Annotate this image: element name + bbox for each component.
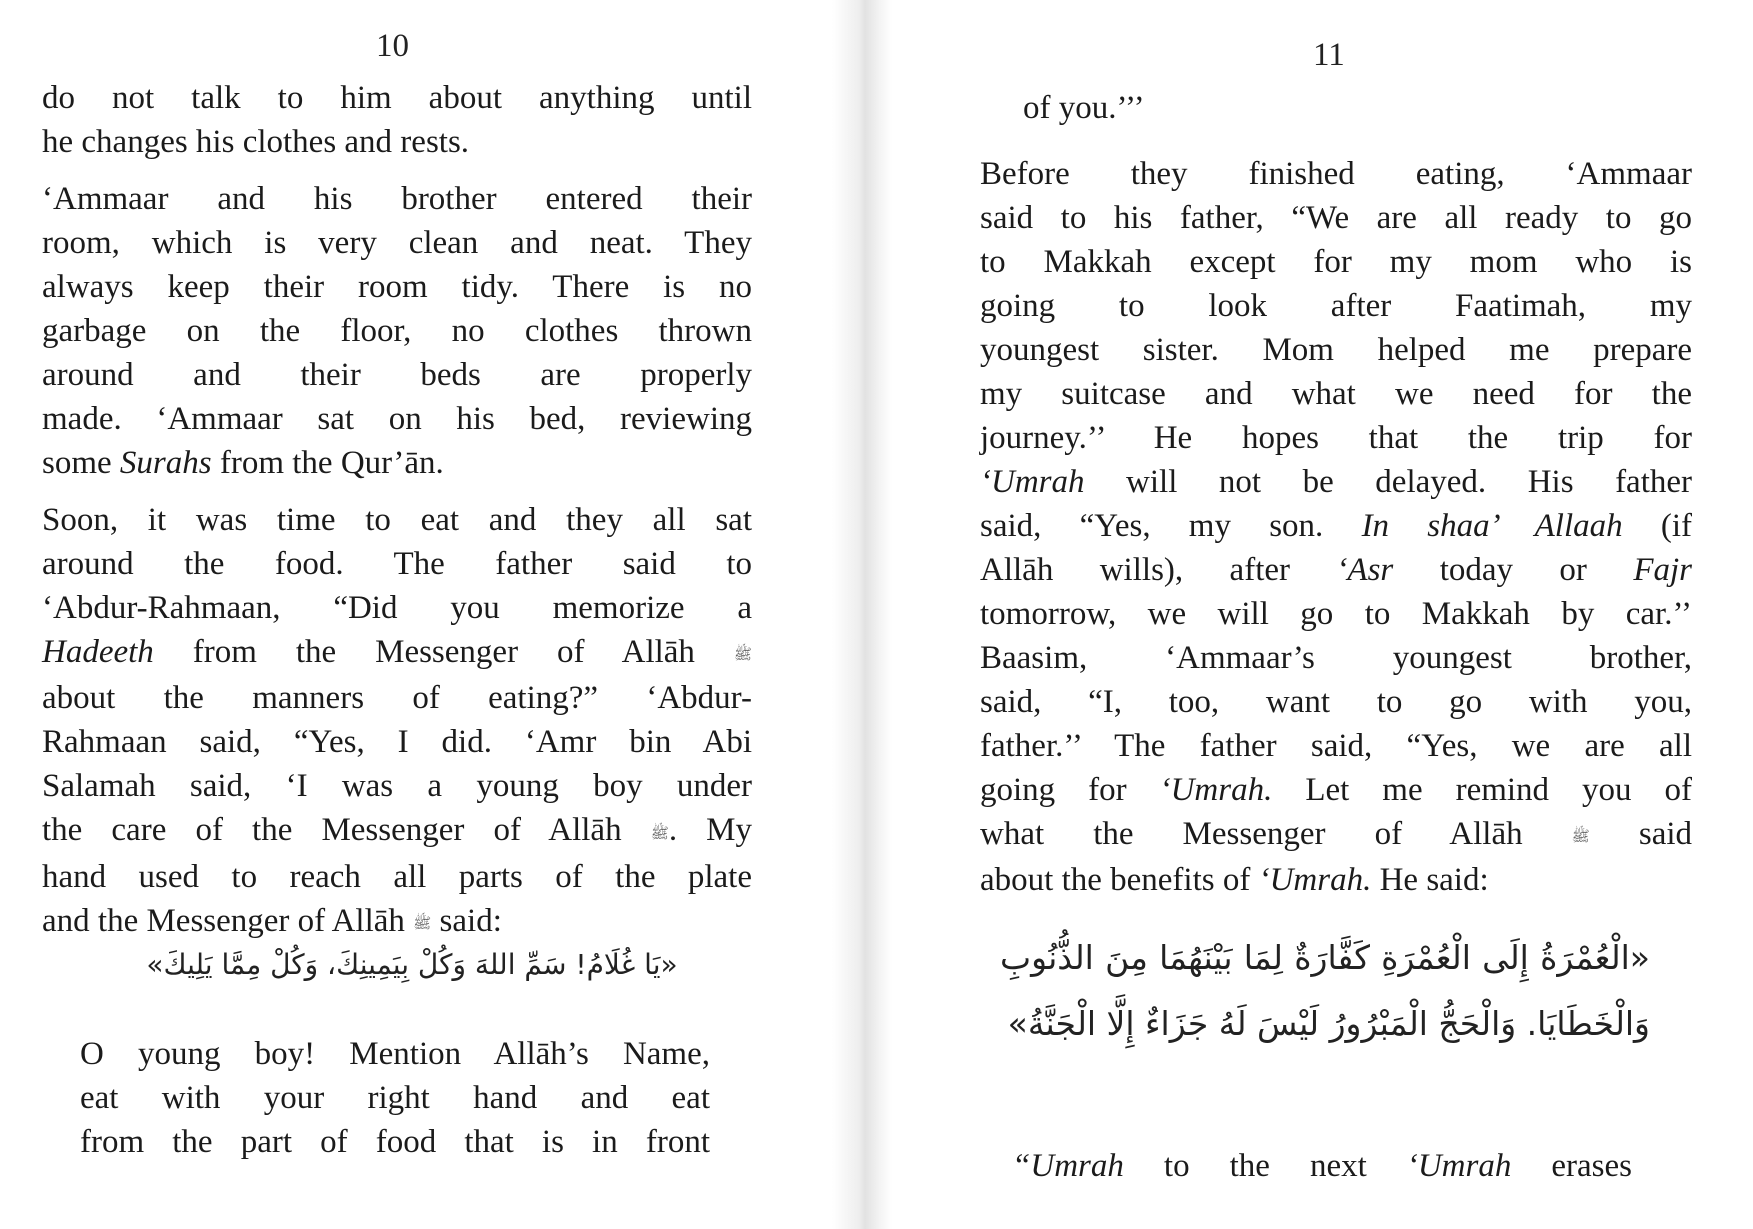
text-span: from the Messenger of Allāh <box>192 634 695 670</box>
text-line: youngest sister. Mom helped me prepare <box>980 332 1692 368</box>
italic-term: In shaa’ Allaah <box>1361 508 1623 544</box>
text-line: my suitcase and what we need for the <box>980 376 1692 412</box>
text-line: from the part of food that is in front <box>80 1124 710 1160</box>
text-line: ‘Ammaar and his brother entered their <box>42 181 752 217</box>
text-line <box>42 441 752 485</box>
text-line <box>980 812 1692 858</box>
text-span: Allāh wills), after <box>980 552 1291 588</box>
text-span: today or <box>1439 552 1587 588</box>
text-line: about the manners of eating?” ‘Abdur- <box>42 680 752 717</box>
salutation-glyph: ﷺ <box>1571 827 1590 846</box>
right-page-continuation <box>1023 86 1643 130</box>
left-page <box>0 0 820 1229</box>
italic-term: ‘Umrah. <box>1258 862 1372 899</box>
text-span: (if <box>1660 508 1693 544</box>
text-line: always keep their room tidy. There is no <box>42 269 752 305</box>
italic-term: Fajr <box>1633 552 1693 588</box>
text-line: room, which is very clean and neat. They <box>42 225 752 261</box>
text-line <box>42 630 752 676</box>
text-line <box>1012 1144 1632 1188</box>
text-line: father.’’ The father said, “Yes, we are all <box>980 728 1692 764</box>
text-span: going for <box>980 772 1127 808</box>
text-line: to Makkah except for my mom who is <box>980 244 1692 280</box>
text-line <box>42 899 752 945</box>
salutation-glyph: ﷺ <box>733 645 753 664</box>
text-span: what the Messenger of Allāh <box>980 816 1523 852</box>
italic-term: ‘Umrah <box>980 464 1085 500</box>
text-line: do not talk to him about anything until <box>42 80 752 116</box>
text-line <box>980 768 1692 812</box>
text-span: He said: <box>1379 862 1489 899</box>
hadith-translation <box>80 1032 710 1164</box>
page-number: 11 <box>1313 37 1345 73</box>
salutation-glyph: ﷺ <box>413 914 432 933</box>
text-line: tomorrow, we will go to Makkah by car.’’ <box>980 596 1692 632</box>
arabic-hadith: «يَا غُلَامُ! سَمِّ اللهَ وَكُلْ بِيَمِينِكَ، وَكُلْ مِمَّا يَلِيكَ» <box>146 948 678 981</box>
text-span: . My <box>668 812 753 849</box>
salutation-glyph: ﷺ <box>650 823 669 842</box>
text-line: he changes his clothes and rests. <box>42 124 470 160</box>
text-line: Salamah said, ‘I was a young boy under <box>42 768 752 805</box>
text-span <box>1012 1148 1124 1184</box>
text-line: around the food. The father said to <box>42 546 752 582</box>
quote-mark: “ <box>1012 1148 1031 1184</box>
text-span: said <box>1638 816 1693 852</box>
text-line: going to look after Faatimah, my <box>980 288 1692 324</box>
italic-term: Surahs <box>119 445 212 481</box>
hadith-translation <box>1012 1144 1632 1188</box>
text-line: hand used to reach all parts of the plate <box>42 858 752 895</box>
text-span: said: <box>439 902 502 939</box>
text-line: Soon, it was time to eat and they all sat <box>42 502 752 538</box>
text-line: journey.’’ He hopes that the trip for <box>980 420 1692 456</box>
text-span: the care of the Messenger of Allāh <box>42 812 622 849</box>
text-span: erases <box>1551 1148 1633 1184</box>
left-page-body <box>42 76 752 945</box>
right-page-body <box>980 152 1692 902</box>
text-span: some <box>42 445 112 481</box>
text-span: Let me remind you of <box>1305 772 1692 808</box>
text-line: Baasim, ‘Ammaar’s youngest brother, <box>980 640 1692 676</box>
text-line: around and their beds are properly <box>42 357 752 393</box>
text-line: Rahmaan said, “Yes, I did. ‘Amr bin Abi <box>42 724 752 761</box>
book-gutter <box>832 0 892 1229</box>
text-span: will not be delayed. His father <box>1126 464 1693 500</box>
text-line: ‘Abdur-Rahmaan, “Did you memorize a <box>42 590 752 626</box>
text-line: garbage on the floor, no clothes thrown <box>42 313 752 349</box>
text-span: from the Qur’ān. <box>219 445 444 481</box>
text-line <box>980 460 1692 504</box>
right-page <box>900 0 1753 1229</box>
text-line <box>980 504 1692 548</box>
italic-term: ‘Umrah <box>1406 1148 1512 1184</box>
text-span: to the next <box>1163 1148 1367 1184</box>
text-line: Before they finished eating, ‘Ammaar <box>980 156 1692 192</box>
text-line: said, “I, too, want to go with you, <box>980 684 1692 720</box>
text-span: about the benefits of <box>980 862 1251 899</box>
italic-term: Hadeeth <box>42 634 154 670</box>
text-line: eat with your right hand and eat <box>80 1080 710 1116</box>
text-line: said to his father, “We are all ready to go <box>980 200 1692 236</box>
text-line <box>42 808 752 854</box>
italic-term: ‘Umrah. <box>1159 772 1273 808</box>
text-span: and the Messenger of Allāh <box>42 902 405 939</box>
text-line: O young boy! Mention Allāh’s Name, <box>80 1036 710 1072</box>
page-number: 10 <box>376 28 409 64</box>
text-line: of you.’’’ <box>1023 90 1145 126</box>
text-line <box>980 858 1692 902</box>
text-span: said, “Yes, my son. <box>980 508 1324 544</box>
italic-term: ‘Asr <box>1336 552 1394 588</box>
text-line <box>980 548 1692 592</box>
text-line: made. ‘Ammaar sat on his bed, reviewing <box>42 401 752 437</box>
italic-term: Umrah <box>1030 1148 1124 1184</box>
arabic-hadith: «الْعُمْرَةُ إِلَى الْعُمْرَةِ كَفَّارَةٌ لِمَا بَيْنَهُمَا مِنَ الذُّنُوبِ وَالْخَطَايَا. وَالْحَجُّ الْمَبْرُورُ لَيْسَ لَهُ جَزَاءٌ إِلَّا الْجَنَّةُ» <box>1000 938 1650 1043</box>
